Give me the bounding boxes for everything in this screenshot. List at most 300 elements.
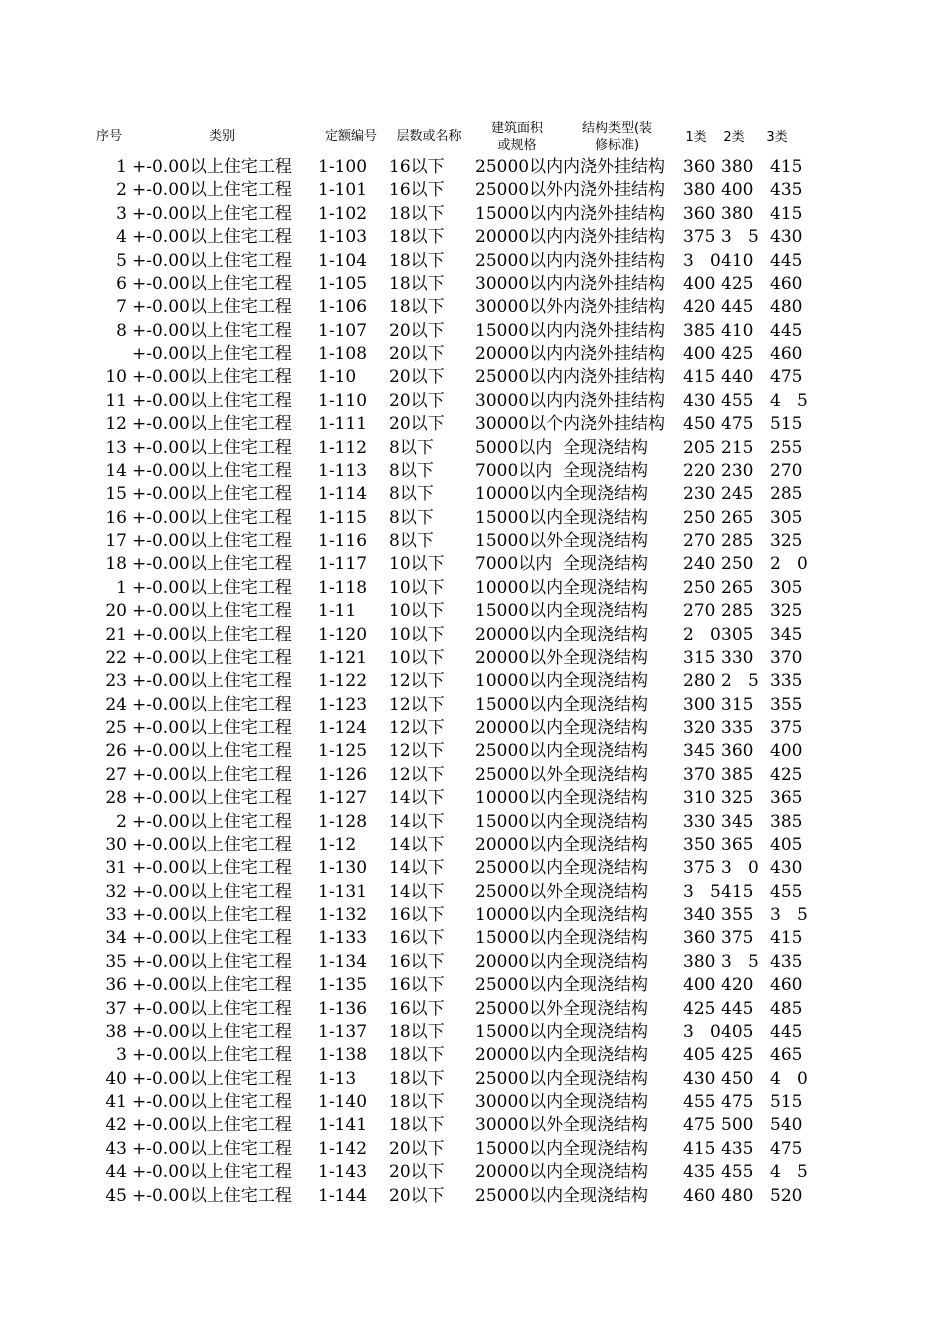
cell-p3: 475 [770, 1138, 803, 1159]
cell-p2: 285 [721, 601, 754, 622]
cell-p2: 410 [721, 250, 754, 271]
cell-seq: 14 [105, 460, 127, 481]
cell-p3: 435 [770, 951, 803, 972]
cell-category: +-0.00以上住宅工程 [132, 414, 292, 435]
cell-area: 30000以内 [475, 273, 564, 294]
cell-p2: 265 [721, 577, 754, 598]
cell-p1: 405 [683, 1045, 716, 1066]
cell-code: 1-140 [318, 1092, 368, 1112]
cell-category: +-0.00以上住宅工程 [132, 297, 292, 318]
cell-seq: 36 [105, 975, 127, 996]
cell-category: +-0.00以上住宅工程 [132, 764, 292, 785]
cell-seq: 15 [105, 484, 127, 505]
cell-levels: 20以下 [389, 320, 445, 341]
cell-area: 20000以内 [475, 834, 564, 855]
cell-category: +-0.00以上住宅工程 [132, 694, 292, 715]
cell-structure: 内浇外挂结构 [563, 297, 665, 318]
table-row [0, 1091, 950, 1114]
cell-p1: 370 [683, 764, 716, 785]
cell-area: 25000以外 [475, 881, 564, 902]
cell-p2: 330 [721, 647, 754, 668]
cell-p1: 3 0 [683, 1021, 721, 1042]
cell-p2: 425 [721, 273, 754, 294]
header-area: 建筑面积 或规格 [490, 121, 543, 153]
cell-p1: 310 [683, 788, 716, 809]
cell-p3: 375 [770, 718, 803, 738]
cell-structure: 全现浇结构 [563, 881, 648, 902]
cell-area: 20000以内 [475, 227, 564, 248]
cell-p1: 270 [683, 601, 716, 622]
cell-p1: 460 [683, 1185, 716, 1206]
cell-category: +-0.00以上住宅工程 [132, 250, 292, 271]
cell-area: 10000以内 [475, 788, 564, 809]
table-row [0, 624, 950, 647]
cell-levels: 16以下 [389, 905, 445, 925]
cell-seq: 45 [105, 1185, 127, 1206]
cell-p3: 270 [770, 460, 803, 481]
cell-category: +-0.00以上住宅工程 [132, 227, 292, 248]
cell-levels: 8以下 [389, 507, 434, 528]
cell-p3: 370 [770, 647, 803, 668]
cell-area: 25000以内 [475, 858, 564, 879]
cell-code: 1-137 [318, 1021, 368, 1042]
table-row [0, 413, 950, 436]
cell-seq: 7 [116, 297, 127, 318]
cell-area: 10000以内 [475, 671, 564, 692]
cell-seq: 3 [116, 1045, 127, 1066]
cell-area: 25000以内 [475, 741, 564, 762]
table-row [0, 366, 950, 389]
cell-category: +-0.00以上住宅工程 [132, 624, 292, 645]
cell-p1: 340 [683, 905, 716, 925]
cell-p2: 285 [721, 531, 754, 551]
cell-p3: 4 5 [770, 1162, 808, 1183]
cell-structure: 全现浇结构 [563, 998, 648, 1019]
cell-levels: 20以下 [389, 1162, 445, 1183]
cell-area: 25000以内 [475, 250, 564, 271]
cell-category: +-0.00以上住宅工程 [132, 647, 292, 668]
cell-structure: 全现浇结构 [563, 671, 648, 692]
cell-code: 1-106 [318, 297, 368, 318]
cell-category: +-0.00以上住宅工程 [132, 554, 292, 575]
cell-p2: 250 [721, 554, 754, 575]
cell-seq: 32 [105, 881, 127, 902]
cell-p3: 2 0 [770, 554, 808, 575]
cell-p1: 430 [683, 1068, 716, 1089]
cell-p1: 375 [683, 858, 716, 879]
cell-p2: 435 [721, 1138, 754, 1159]
cell-code: 1-116 [318, 531, 368, 551]
cell-levels: 20以下 [389, 1138, 445, 1159]
cell-category: +-0.00以上住宅工程 [132, 273, 292, 294]
cell-p2: 475 [721, 1092, 754, 1112]
cell-seq: 12 [105, 414, 127, 435]
cell-p1: 375 [683, 227, 716, 248]
cell-p3: 415 [770, 203, 803, 224]
cell-levels: 10以下 [389, 624, 445, 645]
header-code: 定额编号 [324, 129, 377, 144]
cell-p1: 2 0 [683, 624, 721, 645]
cell-seq: 40 [105, 1068, 127, 1089]
cell-category: +-0.00以上住宅工程 [132, 437, 292, 458]
cell-category: +-0.00以上住宅工程 [132, 507, 292, 528]
table-row [0, 1138, 950, 1161]
cell-category: +-0.00以上住宅工程 [132, 671, 292, 692]
header-p3: 3类 [766, 130, 788, 145]
cell-p1: 400 [683, 273, 716, 294]
table-row [0, 320, 950, 343]
cell-code: 1-108 [318, 344, 368, 364]
cell-p2: 3 5 [721, 951, 759, 972]
cell-p2: 215 [721, 437, 754, 458]
cell-structure: 全现浇结构 [563, 811, 648, 832]
cell-code: 1-113 [318, 460, 368, 481]
cell-seq: 21 [105, 624, 127, 645]
cell-p3: 430 [770, 858, 803, 879]
cell-p2: 410 [721, 320, 754, 341]
cell-levels: 8以下 [389, 437, 434, 458]
cell-seq: 2 [116, 180, 127, 201]
cell-seq: 4 [116, 227, 127, 248]
cell-p3: 445 [770, 1021, 803, 1042]
cell-levels: 14以下 [389, 834, 445, 855]
table-row [0, 834, 950, 857]
cell-category: +-0.00以上住宅工程 [132, 1068, 292, 1089]
cell-p2: 355 [721, 905, 754, 925]
cell-structure: 全现浇结构 [563, 437, 648, 458]
cell-seq: 42 [105, 1115, 127, 1136]
cell-code: 1-112 [318, 437, 368, 458]
cell-p1: 345 [683, 741, 716, 762]
cell-structure: 全现浇结构 [563, 624, 648, 645]
cell-p1: 475 [683, 1115, 716, 1136]
cell-p3: 445 [770, 320, 803, 341]
cell-levels: 16以下 [389, 998, 445, 1019]
cell-structure: 全现浇结构 [563, 928, 648, 949]
cell-seq: 22 [105, 647, 127, 668]
cell-p3: 435 [770, 180, 803, 201]
table-row [0, 437, 950, 460]
cell-structure: 内浇外挂结构 [563, 227, 665, 248]
cell-category: +-0.00以上住宅工程 [132, 531, 292, 551]
cell-p3: 460 [770, 975, 803, 996]
cell-area: 30000以内 [475, 390, 564, 411]
cell-p3: 485 [770, 998, 803, 1019]
cell-code: 1-127 [318, 788, 368, 809]
cell-seq: 37 [105, 998, 127, 1019]
cell-structure: 全现浇结构 [563, 531, 648, 551]
cell-code: 1-117 [318, 554, 368, 575]
cell-code: 1-133 [318, 928, 368, 949]
cell-p1: 315 [683, 647, 716, 668]
cell-seq: 44 [105, 1162, 127, 1183]
cell-levels: 18以下 [389, 297, 445, 318]
cell-levels: 12以下 [389, 741, 445, 762]
cell-area: 15000以内 [475, 507, 564, 528]
cell-seq: 27 [105, 764, 127, 785]
cell-p1: 415 [683, 367, 716, 388]
cell-category: +-0.00以上住宅工程 [132, 320, 292, 341]
table-row [0, 647, 950, 670]
header-structure: 结构类型(装 修标准) [581, 121, 653, 153]
cell-code: 1-111 [318, 414, 368, 435]
cell-p2: 425 [721, 344, 754, 364]
cell-p2: 335 [721, 718, 754, 738]
cell-levels: 16以下 [389, 975, 445, 996]
table-body [0, 156, 950, 1208]
table-row [0, 1068, 950, 1091]
cell-category: +-0.00以上住宅工程 [132, 1045, 292, 1066]
cell-p3: 255 [770, 437, 803, 458]
cell-structure: 全现浇结构 [563, 1092, 648, 1112]
cell-structure: 内浇外挂结构 [563, 390, 665, 411]
cell-p1: 380 [683, 951, 716, 972]
cell-structure: 全现浇结构 [563, 1068, 648, 1089]
table-row [0, 857, 950, 880]
cell-structure: 全现浇结构 [563, 647, 648, 668]
cell-area: 20000以内 [475, 624, 564, 645]
cell-area: 15000以内 [475, 203, 564, 224]
cell-p3: 520 [770, 1185, 803, 1206]
cell-area: 25000以外 [475, 764, 564, 785]
cell-p1: 230 [683, 484, 716, 505]
cell-levels: 18以下 [389, 1045, 445, 1066]
cell-levels: 20以下 [389, 344, 445, 364]
table-row [0, 974, 950, 997]
cell-p1: 380 [683, 180, 716, 201]
cell-category: +-0.00以上住宅工程 [132, 577, 292, 598]
cell-p2: 455 [721, 390, 754, 411]
cell-category: +-0.00以上住宅工程 [132, 718, 292, 738]
cell-p1: 250 [683, 507, 716, 528]
cell-levels: 16以下 [389, 951, 445, 972]
cell-seq: 11 [105, 390, 127, 411]
cell-levels: 10以下 [389, 554, 445, 575]
cell-category: +-0.00以上住宅工程 [132, 203, 292, 224]
cell-p2: 375 [721, 928, 754, 949]
cell-seq: 18 [105, 554, 127, 575]
cell-levels: 18以下 [389, 203, 445, 224]
cell-p3: 460 [770, 344, 803, 364]
cell-code: 1-136 [318, 998, 368, 1019]
cell-category: +-0.00以上住宅工程 [132, 344, 292, 364]
cell-p3: 405 [770, 834, 803, 855]
table-row [0, 390, 950, 413]
cell-code: 1-115 [318, 507, 368, 528]
cell-p2: 425 [721, 1045, 754, 1066]
cell-structure: 内浇外挂结构 [563, 180, 665, 201]
cell-p2: 380 [721, 157, 754, 177]
cell-code: 1-125 [318, 741, 368, 762]
cell-p1: 250 [683, 577, 716, 598]
cell-seq: 17 [105, 531, 127, 551]
cell-p3: 385 [770, 811, 803, 832]
cell-area: 15000以内 [475, 928, 564, 949]
table-row [0, 577, 950, 600]
cell-code: 1-102 [318, 203, 368, 224]
cell-structure: 全现浇结构 [563, 741, 648, 762]
cell-p3: 365 [770, 788, 803, 809]
cell-p3: 475 [770, 367, 803, 388]
cell-levels: 12以下 [389, 694, 445, 715]
cell-p3: 355 [770, 694, 803, 715]
table-row [0, 881, 950, 904]
cell-category: +-0.00以上住宅工程 [132, 180, 292, 201]
cell-seq: 34 [105, 928, 127, 949]
cell-code: 1-11 [318, 601, 357, 622]
cell-area: 25000以外 [475, 180, 564, 201]
cell-category: +-0.00以上住宅工程 [132, 998, 292, 1019]
table-row [0, 343, 950, 366]
cell-code: 1-105 [318, 273, 368, 294]
cell-code: 1-100 [318, 157, 368, 177]
cell-code: 1-101 [318, 180, 368, 201]
cell-levels: 12以下 [389, 718, 445, 738]
cell-structure: 内浇外挂结构 [563, 203, 665, 224]
cell-seq: 35 [105, 951, 127, 972]
cell-structure: 全现浇结构 [563, 764, 648, 785]
cell-p1: 385 [683, 320, 716, 341]
cell-structure: 全现浇结构 [563, 1021, 648, 1042]
cell-p1: 270 [683, 531, 716, 551]
cell-area: 20000以内 [475, 951, 564, 972]
cell-code: 1-124 [318, 718, 368, 738]
cell-category: +-0.00以上住宅工程 [132, 928, 292, 949]
cell-p2: 2 5 [721, 671, 759, 692]
cell-code: 1-142 [318, 1138, 368, 1159]
table-row [0, 904, 950, 927]
table-row [0, 250, 950, 273]
cell-p1: 205 [683, 437, 716, 458]
cell-area: 15000以内 [475, 1138, 564, 1159]
cell-p3: 515 [770, 1092, 803, 1112]
cell-p2: 445 [721, 998, 754, 1019]
cell-code: 1-12 [318, 834, 357, 855]
cell-levels: 10以下 [389, 577, 445, 598]
cell-category: +-0.00以上住宅工程 [132, 1021, 292, 1042]
cell-levels: 16以下 [389, 928, 445, 949]
cell-code: 1-120 [318, 624, 368, 645]
cell-p1: 330 [683, 811, 716, 832]
cell-levels: 14以下 [389, 811, 445, 832]
table-row [0, 179, 950, 202]
cell-levels: 18以下 [389, 1068, 445, 1089]
cell-p2: 345 [721, 811, 754, 832]
cell-seq: 2 [116, 811, 127, 832]
cell-p3: 430 [770, 227, 803, 248]
table-row [0, 717, 950, 740]
cell-p2: 315 [721, 694, 754, 715]
cell-seq: 23 [105, 671, 127, 692]
table-row [0, 1185, 950, 1208]
cell-levels: 16以下 [389, 157, 445, 177]
cell-structure: 全现浇结构 [563, 1138, 648, 1159]
cell-structure: 全现浇结构 [563, 601, 648, 622]
cell-seq: 10 [105, 367, 127, 388]
cell-p3: 515 [770, 414, 803, 435]
cell-code: 1-144 [318, 1185, 368, 1206]
cell-code: 1-128 [318, 811, 368, 832]
cell-p1: 3 5 [683, 881, 721, 902]
cell-seq: 31 [105, 858, 127, 879]
cell-code: 1-143 [318, 1162, 368, 1183]
cell-category: +-0.00以上住宅工程 [132, 788, 292, 809]
cell-levels: 8以下 [389, 531, 434, 551]
cell-seq: 1 [116, 157, 127, 177]
cell-code: 1-138 [318, 1045, 368, 1066]
cell-p2: 445 [721, 297, 754, 318]
cell-area: 30000以外 [475, 1115, 564, 1136]
cell-code: 1-114 [318, 484, 368, 505]
cell-seq: 16 [105, 507, 127, 528]
cell-structure: 内浇外挂结构 [563, 367, 665, 388]
cell-p1: 430 [683, 390, 716, 411]
table-row [0, 764, 950, 787]
cell-code: 1-126 [318, 764, 368, 785]
table-row [0, 1044, 950, 1067]
cell-structure: 全现浇结构 [563, 554, 648, 575]
cell-structure: 内浇外挂结构 [563, 414, 665, 435]
cell-p2: 440 [721, 367, 754, 388]
table-row [0, 530, 950, 553]
cell-category: +-0.00以上住宅工程 [132, 1115, 292, 1136]
cell-p2: 3 5 [721, 227, 759, 248]
cell-category: +-0.00以上住宅工程 [132, 601, 292, 622]
cell-p1: 3 0 [683, 250, 721, 271]
cell-seq: 6 [116, 273, 127, 294]
cell-code: 1-134 [318, 951, 368, 972]
cell-p1: 425 [683, 998, 716, 1019]
cell-p1: 280 [683, 671, 716, 692]
cell-p3: 325 [770, 601, 803, 622]
cell-levels: 16以下 [389, 180, 445, 201]
cell-area: 25000以外 [475, 998, 564, 1019]
cell-area: 15000以内 [475, 1021, 564, 1042]
table-row [0, 460, 950, 483]
cell-structure: 全现浇结构 [563, 718, 648, 738]
cell-p3: 335 [770, 671, 803, 692]
cell-seq: 28 [105, 788, 127, 809]
cell-p2: 230 [721, 460, 754, 481]
cell-p1: 400 [683, 975, 716, 996]
cell-code: 1-107 [318, 320, 368, 341]
cell-code: 1-135 [318, 975, 368, 996]
cell-seq: 25 [105, 718, 127, 738]
cell-levels: 8以下 [389, 460, 434, 481]
cell-area: 20000以内 [475, 718, 564, 738]
cell-p3: 400 [770, 741, 803, 762]
cell-levels: 10以下 [389, 647, 445, 668]
cell-levels: 8以下 [389, 484, 434, 505]
cell-levels: 20以下 [389, 390, 445, 411]
cell-category: +-0.00以上住宅工程 [132, 858, 292, 879]
table-row [0, 296, 950, 319]
cell-category: +-0.00以上住宅工程 [132, 1138, 292, 1159]
cell-p2: 380 [721, 203, 754, 224]
cell-levels: 12以下 [389, 671, 445, 692]
cell-code: 1-123 [318, 694, 368, 715]
header-p2: 2类 [723, 130, 745, 145]
cell-structure: 全现浇结构 [563, 788, 648, 809]
cell-category: +-0.00以上住宅工程 [132, 484, 292, 505]
cell-p1: 360 [683, 203, 716, 224]
cell-code: 1-131 [318, 881, 368, 902]
cell-seq: 43 [105, 1138, 127, 1159]
cell-seq: 26 [105, 741, 127, 762]
cell-p2: 480 [721, 1185, 754, 1206]
cell-p3: 425 [770, 764, 803, 785]
cell-category: +-0.00以上住宅工程 [132, 1092, 292, 1112]
